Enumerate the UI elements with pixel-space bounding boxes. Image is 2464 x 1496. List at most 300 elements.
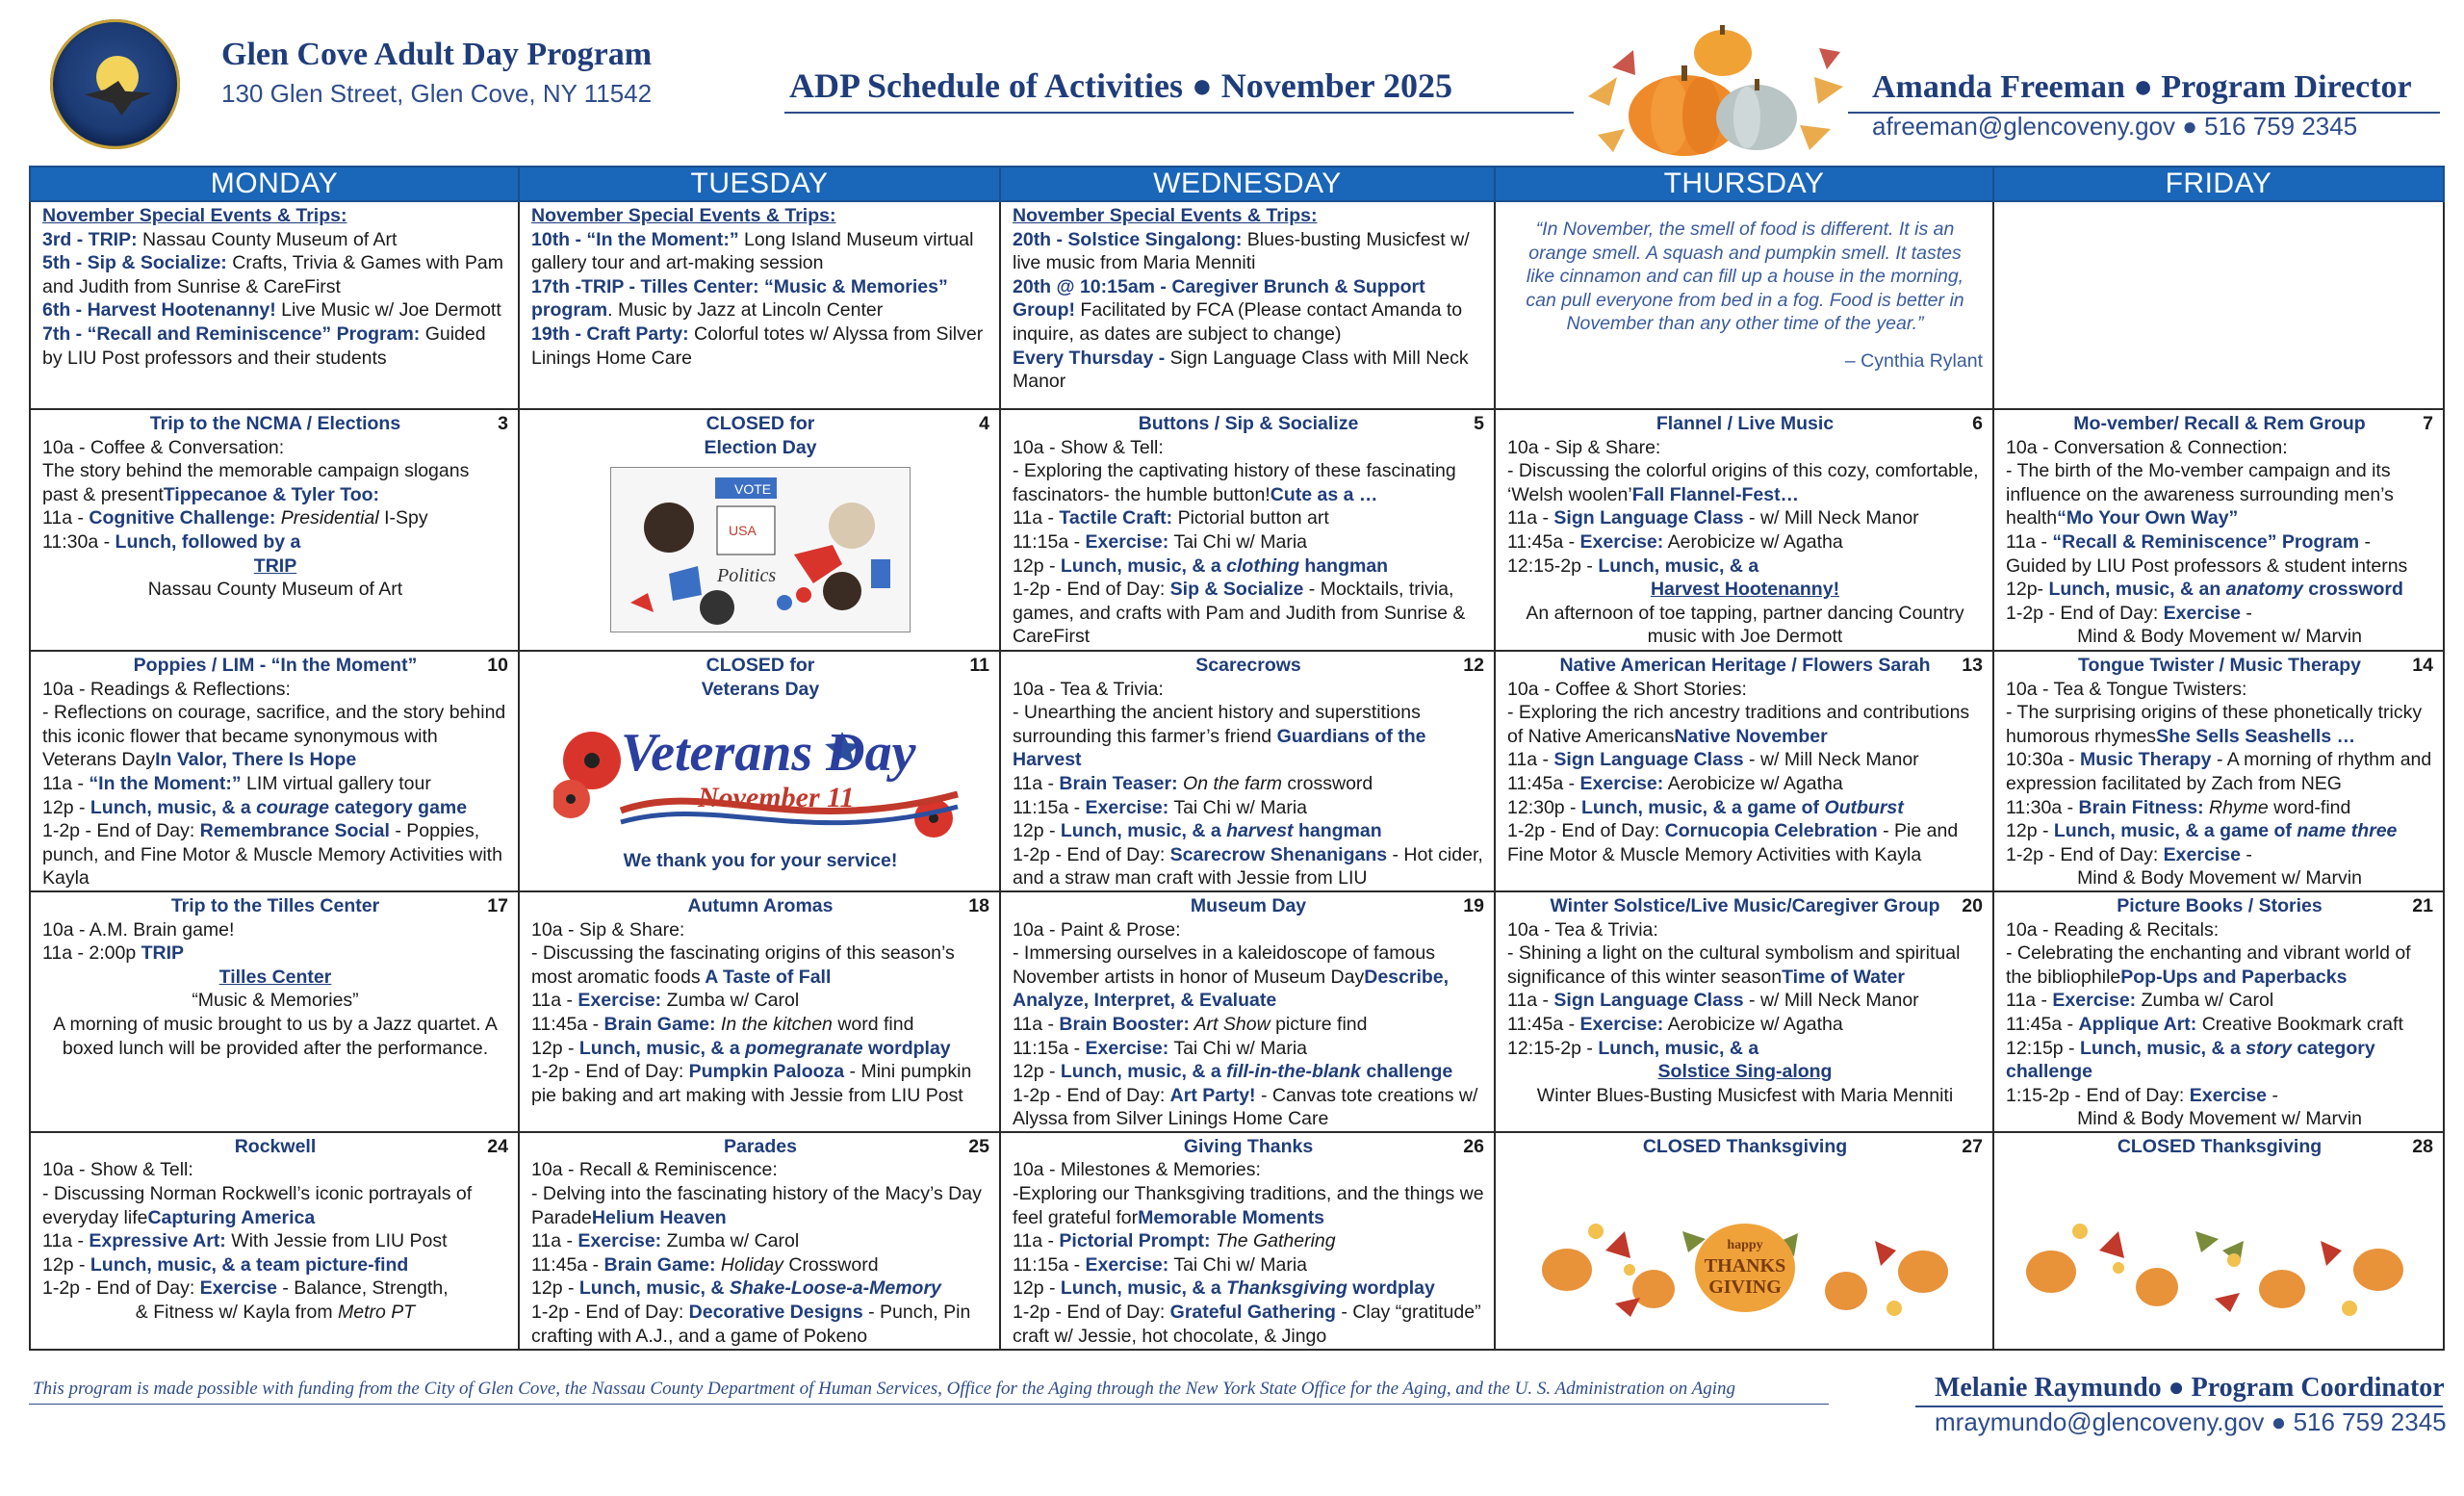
day-theme: Mo-vember/ Recall & Rem Group	[2073, 413, 2366, 434]
activity-text: 11:45a -	[1507, 530, 1580, 553]
activity-italic: Art Show	[1189, 1013, 1270, 1035]
day-number: 18	[968, 894, 989, 916]
activity-line	[1507, 678, 1983, 702]
day-number: 12	[1463, 655, 1484, 676]
activity-line	[1507, 1013, 1983, 1037]
empty-cell	[1993, 201, 2444, 409]
activity-title: category challenge	[2006, 1037, 2375, 1083]
activity-title: Describe, Analyze, Interpret, & Evaluate	[1013, 966, 1450, 1012]
activity-italic: Holiday	[715, 1253, 783, 1276]
org-name: Glen Cove Adult Day Program	[221, 37, 653, 72]
activity-line	[531, 1037, 989, 1061]
activity-line	[42, 1301, 508, 1325]
activity-title: wordplay	[862, 1037, 951, 1059]
activity-text: Aerobicize w/ Agatha	[1663, 1013, 1843, 1035]
activity-title: Cute as a …	[1270, 483, 1378, 505]
activity-title: Memorable Moments	[1138, 1206, 1325, 1228]
activity-line	[1013, 1013, 1484, 1037]
activity-text: 10a - Coffee & Short Stories:	[1507, 678, 1747, 700]
activity-title-italic: fill-in-the-blank	[1220, 1061, 1361, 1083]
activity-text: & Fitness w/ Kayla from	[135, 1302, 333, 1324]
veterans-day-art-date: November 11	[698, 782, 855, 814]
activity-title-underlined: Tilles Center	[218, 966, 332, 988]
activity-line	[42, 772, 508, 796]
activity-text: Crossword	[783, 1253, 879, 1276]
activity-text: - Exploring the rich ancestry traditions and contributions of Native Americans	[1507, 702, 1970, 747]
activity-line	[1013, 678, 1484, 702]
activity-line	[1507, 1060, 1983, 1084]
activity-title: Cornucopia Celebration	[1664, 820, 1878, 842]
activity-text: - Pie and Fine Motor & Muscle Memory Activities with Kayla	[1507, 820, 1959, 865]
day-heading	[1507, 654, 1983, 678]
special-event-key: 3rd - TRIP:	[42, 228, 138, 250]
activity-title: Lunch, followed by a	[115, 530, 301, 553]
activity-text: 10a - Tea & Trivia:	[1013, 678, 1164, 700]
special-event-key: 10th - “In the Moment:”	[531, 228, 739, 250]
activity-text: - Balance, Strength,	[276, 1277, 449, 1300]
special-event-key: 20th @ 10:15am - Caregiver Brunch & Support Group!	[1013, 275, 1425, 322]
activity-title: “Mo Your Own Way”	[2057, 507, 2239, 529]
activity-title: Exercise:	[1085, 1253, 1169, 1276]
special-events-heading: November Special Events & Trips:	[531, 205, 836, 226]
election-day-illustration	[610, 467, 911, 632]
activity-text: 10a - Sip & Share:	[1507, 436, 1661, 458]
activity-title-italic: Shake-Loose-a-Memory	[724, 1277, 941, 1300]
day-cell-monday	[30, 1132, 519, 1350]
special-events-monday	[30, 201, 519, 409]
activity-text: Tai Chi w/ Maria	[1168, 530, 1308, 553]
activity-italic: On the farm	[1177, 772, 1282, 794]
activity-line	[531, 1253, 989, 1277]
activity-line	[1507, 555, 1983, 579]
activity-text: 10a - Show & Tell:	[1013, 436, 1164, 458]
activity-text: - Canvas tote creations w/ Alyssa from Silver Linings Home Care	[1013, 1084, 1478, 1130]
weekday-header-thursday: THURSDAY	[1495, 167, 1993, 201]
activity-text: 11a - 2:00p	[42, 942, 141, 965]
org-address: 130 Glen Street, Glen Cove, NY 11542	[221, 79, 653, 108]
activity-text: 11a -	[1507, 990, 1554, 1012]
activity-text: - The birth of the Mo-vember campaign and its influence on the awareness surrounding men’s health	[2006, 460, 2394, 529]
day-theme: Giving Thanks	[1183, 1135, 1314, 1157]
activity-italic: The Gathering	[1210, 1230, 1336, 1252]
activity-text: 11:15a -	[1013, 1037, 1086, 1059]
activity-title: hangman	[1293, 820, 1382, 842]
activity-title: challenge	[1360, 1061, 1453, 1083]
activity-line	[42, 678, 508, 702]
activity-line	[531, 1301, 989, 1348]
activity-text: Tai Chi w/ Maria	[1168, 1253, 1308, 1276]
activity-text: 12p -	[1013, 820, 1061, 842]
activity-text: - Poppies, punch, and Fine Motor & Muscle Memory Activities with Kayla	[42, 820, 502, 890]
activity-text: 12:30p -	[1507, 796, 1581, 818]
activity-line	[1013, 1084, 1484, 1131]
activity-title-italic: harvest	[1220, 820, 1294, 842]
activity-text: 11a -	[42, 1230, 90, 1252]
activity-title: Exercise:	[1579, 530, 1664, 553]
activity-title-italic: clothing	[1220, 555, 1299, 577]
activity-text: 10a - Readings & Reflections:	[42, 678, 291, 700]
activity-title: Exercise	[199, 1277, 277, 1300]
weekday-header-tuesday: TUESDAY	[519, 167, 1000, 201]
activity-text: Nassau County Museum of Art	[147, 579, 403, 601]
activity-line	[2006, 578, 2433, 602]
activity-text: - Unearthing the ancient history and superstitions surrounding this farmer’s friend	[1013, 702, 1421, 747]
funding-note: This program is made possible with funding from the City of Glen Cove, the Nassau County Department of Human Services, Office for the Aging through the New York State Office for the Aging, and the U. S. Administration on Aging	[33, 1379, 1736, 1399]
page-title: ADP Schedule of Activities ● November 2025	[789, 66, 1453, 105]
day-number: 26	[1463, 1135, 1484, 1157]
activity-line	[1507, 459, 1983, 506]
activity-title: Lunch, music, & a	[578, 1037, 740, 1059]
activity-text: 10a - Paint & Prose:	[1013, 918, 1181, 941]
activity-title: Scarecrow Shenanigans	[1169, 843, 1388, 865]
activity-text: Zumba w/ Carol	[661, 1230, 800, 1252]
activity-line	[42, 459, 508, 506]
activity-text: 11:45a -	[531, 1013, 604, 1035]
activity-title: Exercise:	[1085, 796, 1169, 818]
activity-line	[2006, 701, 2433, 748]
activity-line	[1013, 1158, 1484, 1182]
activity-title: She Sells Seashells …	[2156, 725, 2356, 747]
day-heading	[2006, 654, 2433, 678]
activity-title: Grateful Gathering	[1169, 1302, 1336, 1324]
activity-line	[1507, 701, 1983, 748]
activity-title: Brain Fitness:	[2078, 796, 2204, 818]
activity-line	[2006, 843, 2433, 867]
day-number: 14	[2412, 655, 2433, 676]
activity-line	[1013, 1301, 1484, 1348]
day-cell-friday	[1993, 891, 2444, 1132]
activity-calendar	[29, 166, 2445, 1351]
activity-text: 11:30a -	[2006, 796, 2079, 818]
day-heading	[531, 894, 989, 918]
activity-title: Lunch, music, & a	[1598, 555, 1759, 577]
activity-text: 11:15a -	[1013, 1253, 1086, 1276]
activity-title: “Recall & Reminiscence” Program	[2052, 530, 2360, 553]
day-cell-thursday	[1495, 1132, 1993, 1350]
day-theme: CLOSED for	[706, 413, 815, 434]
activity-line	[42, 530, 508, 555]
activity-text: 1-2p - End of Day:	[42, 1277, 200, 1300]
special-event-item	[42, 298, 508, 322]
activity-line	[2006, 602, 2433, 626]
activity-text: 10a - Show & Tell:	[42, 1159, 193, 1181]
activity-title: Exercise:	[578, 1230, 662, 1252]
day-number: 6	[1972, 413, 1983, 434]
activity-title-underlined: Harvest Hootenanny!	[1650, 579, 1840, 601]
activity-text: 10a - Sip & Share:	[531, 918, 685, 941]
activity-line	[42, 1158, 508, 1182]
activity-text: 1-2p - End of Day:	[1013, 1084, 1170, 1106]
activity-text: - Immersing ourselves in a kaleidoscope of famous November artists in honor of Museum Day	[1013, 942, 1435, 988]
activity-text: 12p -	[42, 796, 90, 818]
activity-line	[1507, 1037, 1983, 1061]
activity-line	[531, 918, 989, 942]
activity-text: 11:45a -	[1507, 772, 1580, 794]
activity-line	[1013, 1253, 1484, 1277]
activity-text: 12:15-2p -	[1507, 1037, 1599, 1059]
special-event-key: 7th - “Recall and Reminiscence” Program:	[42, 322, 421, 345]
thanks-art-thanks: THANKS	[1704, 1255, 1786, 1277]
activity-italic: Metro PT	[332, 1302, 416, 1324]
activity-line	[2006, 866, 2433, 890]
day-cell-wednesday	[1000, 651, 1495, 891]
activity-title: Sign Language Class	[1553, 507, 1744, 529]
activity-line	[1507, 602, 1983, 649]
activity-text: word-find	[2268, 796, 2351, 818]
activity-text: - Reflections on courage, sacrifice, and the story behind this iconic flower that became synonymous with Veterans Day	[42, 702, 506, 771]
activity-title: Tactile Craft:	[1059, 507, 1173, 529]
activity-line	[1507, 918, 1983, 942]
activity-title: Brain Teaser:	[1059, 772, 1178, 794]
special-event-key: 20th - Solstice Singalong:	[1013, 228, 1243, 250]
activity-text: 11:15a -	[1013, 796, 1086, 818]
activity-text: 11a -	[531, 1230, 578, 1252]
activity-title: Exercise:	[1579, 1013, 1664, 1035]
activity-title: Applique Art:	[2078, 1013, 2197, 1035]
activity-title-underlined: Solstice Sing-along	[1657, 1061, 1833, 1083]
activity-text: - The surprising origins of these phonetically tricky humorous rhymes	[2006, 702, 2423, 747]
day-heading	[1013, 654, 1484, 678]
activity-line	[1013, 843, 1484, 890]
day-cell-thursday	[1495, 891, 1993, 1132]
activity-title-italic: courage	[250, 796, 330, 818]
activity-text: - Discussing the fascinating origins of this season’s most aromatic foods	[531, 942, 955, 988]
activity-line	[1507, 796, 1983, 820]
activity-text: - Shining a light on the cultural symbolism and spiritual significance of this winter season	[1507, 942, 1961, 988]
special-event-text: Nassau County Museum of Art	[137, 228, 398, 250]
activity-text: 10a - Recall & Reminiscence:	[531, 1159, 778, 1181]
activity-text: -	[2267, 1084, 2278, 1106]
day-cell-tuesday	[519, 1132, 1000, 1350]
day-heading	[1507, 1135, 1983, 1159]
day-heading	[1013, 1135, 1484, 1159]
coordinator-name: Melanie Raymundo ● Program Coordinator	[1935, 1373, 2445, 1403]
day-theme-sub: Election Day	[704, 436, 817, 458]
activity-line	[1507, 530, 1983, 555]
activity-line	[2006, 459, 2433, 530]
director-contact: afreeman@glencoveny.gov ● 516 759 2345	[1872, 112, 2358, 141]
activity-text: 10a - Tea & Trivia:	[1507, 918, 1658, 941]
activity-italic: Rhyme	[2203, 796, 2269, 818]
day-number: 10	[487, 655, 508, 676]
page-header	[0, 0, 2464, 164]
activity-text: 10a - Reading & Recitals:	[2006, 918, 2220, 941]
activity-text: 12p -	[1013, 1061, 1061, 1083]
activity-text: Mind & Body Movement w/ Marvin	[2077, 1108, 2362, 1130]
activity-text: Tai Chi w/ Maria	[1168, 1037, 1308, 1059]
activity-title: crossword	[2302, 579, 2403, 601]
day-number: 21	[2412, 894, 2433, 916]
activity-line	[1013, 941, 1484, 1013]
activity-line	[42, 578, 508, 602]
pumpkins-illustration	[1578, 10, 1848, 164]
activity-text: 11:30a -	[42, 530, 116, 553]
activity-text: 1-2p - End of Day:	[531, 1302, 689, 1324]
activity-line	[1013, 819, 1484, 843]
activity-text: Mind & Body Movement w/ Marvin	[2077, 626, 2362, 648]
activity-line	[2006, 941, 2433, 989]
activity-line	[1013, 530, 1484, 555]
activity-line	[1013, 772, 1484, 796]
activity-text: 12p -	[1013, 555, 1061, 577]
activity-line	[1013, 1037, 1484, 1061]
day-theme: CLOSED for	[706, 655, 815, 676]
activity-text: “Music & Memories”	[192, 990, 359, 1012]
activity-title: Exercise:	[1085, 530, 1169, 553]
activity-line	[42, 1182, 508, 1229]
day-heading	[1507, 412, 1983, 436]
activity-line	[531, 1060, 989, 1107]
activity-title: Exercise	[2163, 602, 2241, 624]
footer-divider	[29, 1404, 1829, 1405]
activity-line	[2006, 436, 2433, 460]
activity-text: - A morning of rhythm and expression facilitated by Zach from NEG	[2006, 749, 2432, 794]
activity-title: Lunch, music, & a	[1060, 820, 1221, 842]
activity-title: Guardians of the Harvest	[1013, 725, 1426, 771]
activity-line	[1013, 701, 1484, 772]
activity-line	[1507, 989, 1983, 1013]
activity-line	[42, 436, 508, 460]
activity-title: Native November	[1674, 725, 1828, 747]
special-event-item	[1013, 275, 1484, 347]
activity-line	[2006, 625, 2433, 649]
special-event-item	[42, 322, 508, 370]
week-row	[30, 891, 2444, 1132]
activity-text: A morning of music brought to us by a Jazz quartet. A boxed lunch will be provided after the performance.	[53, 1013, 498, 1059]
activity-title: Brain Game:	[603, 1013, 716, 1035]
day-number: 13	[1962, 655, 1983, 676]
special-event-text: Blues-busting Musicfest w/ live music from Maria Menniti	[1013, 228, 1470, 274]
activity-title: Expressive Art:	[89, 1230, 226, 1252]
special-event-text: Live Music w/ Joe Dermott	[275, 299, 501, 322]
activity-line	[2006, 1107, 2433, 1131]
activity-title: hangman	[1299, 555, 1389, 577]
activity-line	[1013, 436, 1484, 460]
special-event-item	[531, 228, 989, 275]
activity-line	[531, 1158, 989, 1182]
activity-text: Zumba w/ Carol	[2136, 990, 2274, 1012]
day-cell-wednesday	[1000, 891, 1495, 1132]
day-theme: Native American Heritage / Flowers Sarah	[1559, 655, 1931, 676]
day-number: 20	[1962, 894, 1983, 916]
activity-italic: In the kitchen	[715, 1013, 833, 1035]
activity-title: Lunch, music, & a	[90, 796, 251, 818]
activity-text: - Discussing the colorful origins of this cozy, comfortable, ‘Welsh woolen’	[1507, 460, 1979, 505]
day-heading	[42, 1135, 508, 1159]
week-row	[30, 651, 2444, 891]
activity-title: Exercise:	[1085, 1037, 1169, 1059]
activity-text: 12p -	[531, 1037, 579, 1059]
activity-text: 1:15-2p - End of Day:	[2006, 1084, 2190, 1106]
activity-line	[1507, 819, 1983, 866]
activity-line	[1013, 918, 1484, 942]
activity-text: 11:45a -	[2006, 1013, 2079, 1035]
day-theme: CLOSED Thanksgiving	[2117, 1135, 2323, 1157]
day-cell-monday	[30, 891, 519, 1132]
day-number: 25	[968, 1135, 989, 1157]
quote-cell	[1495, 201, 1993, 409]
special-event-key: Every Thursday -	[1013, 347, 1166, 369]
activity-text: 10a - Tea & Tongue Twisters:	[2006, 678, 2247, 700]
activity-text: 1-2p - End of Day:	[1013, 843, 1170, 865]
activity-title: Exercise	[2163, 843, 2241, 865]
activity-line	[42, 819, 508, 890]
activity-line	[2006, 796, 2433, 820]
day-cell-thursday	[1495, 409, 1993, 651]
day-theme: Trip to the NCMA / Elections	[149, 413, 401, 434]
activity-line	[531, 941, 989, 989]
activity-line	[1013, 1229, 1484, 1253]
activity-title: Time of Water	[1782, 966, 1905, 988]
special-event-key: 5th - Sip & Socialize:	[42, 252, 227, 274]
activity-text: 11:45a -	[1507, 1013, 1580, 1035]
activity-title: Lunch, music, & a	[1060, 555, 1221, 577]
title-divider	[784, 112, 1574, 114]
activity-line	[2006, 1084, 2433, 1108]
activity-title: Capturing America	[147, 1206, 316, 1228]
activity-line	[2006, 678, 2433, 702]
city-seal-logo	[50, 19, 180, 149]
day-theme: Buttons / Sip & Socialize	[1138, 413, 1359, 434]
special-event-item	[42, 251, 508, 298]
activity-title: Lunch, music, & a game of	[1580, 796, 1820, 818]
day-heading	[2006, 412, 2433, 436]
veterans-day-art-title: Veterans Day	[621, 723, 916, 784]
activity-text: 12p -	[1013, 1277, 1061, 1300]
special-event-item	[1013, 228, 1484, 275]
activity-text: 10:30a -	[2006, 749, 2080, 771]
activity-text: An afternoon of toe tapping, partner dancing Country music with Joe Dermott	[1526, 602, 1964, 648]
activity-title-italic: Outburst	[1819, 796, 1904, 818]
activity-text: 11a -	[2006, 530, 2053, 553]
activity-title: Fall Flannel-Fest…	[1631, 483, 1800, 505]
activity-line	[1013, 1182, 1484, 1229]
special-event-text: Crafts, Trivia & Games with Pam and Judith from Sunrise & CareFirst	[42, 252, 503, 297]
activity-text: 10a - A.M. Brain game!	[42, 918, 235, 941]
day-cell-tuesday	[519, 651, 1000, 891]
day-number: 11	[969, 655, 989, 676]
activity-title: Music Therapy	[2079, 749, 2212, 771]
special-events-row	[30, 201, 2444, 409]
activity-text: Winter Blues-Busting Musicfest with Maria Menniti	[1536, 1084, 1954, 1106]
activity-text: With Jessie from LIU Post	[225, 1230, 448, 1252]
activity-text: crossword	[1282, 772, 1373, 794]
activity-text: - w/ Mill Neck Manor	[1743, 990, 1919, 1012]
special-event-item	[531, 322, 989, 370]
special-events-heading: November Special Events & Trips:	[42, 205, 347, 226]
activity-line	[42, 1013, 508, 1060]
activity-line	[1013, 459, 1484, 506]
activity-title: Exercise	[2189, 1084, 2268, 1106]
activity-text: I-Spy	[378, 507, 428, 529]
activity-title: Lunch, music, & a game of	[2053, 820, 2292, 842]
activity-line	[42, 966, 508, 990]
activity-title: wordplay	[1347, 1277, 1435, 1300]
day-number: 27	[1962, 1135, 1983, 1157]
day-heading	[42, 654, 508, 678]
activity-title: Lunch, music, & an	[2048, 579, 2221, 601]
activity-line	[531, 1229, 989, 1253]
activity-title: A Taste of Fall	[700, 966, 832, 988]
activity-text: - Delving into the fascinating history of the Macy’s Day Parade	[531, 1183, 982, 1228]
day-cell-thursday	[1495, 651, 1993, 891]
special-event-key: 17th -TRIP - Tilles Center: “Music & Memories” program	[531, 275, 948, 322]
day-heading	[42, 894, 508, 918]
svg-text:VOTE: VOTE	[734, 481, 772, 498]
activity-italic: Presidential	[275, 507, 379, 529]
day-number: 3	[498, 413, 508, 434]
day-theme: Rockwell	[234, 1135, 317, 1157]
